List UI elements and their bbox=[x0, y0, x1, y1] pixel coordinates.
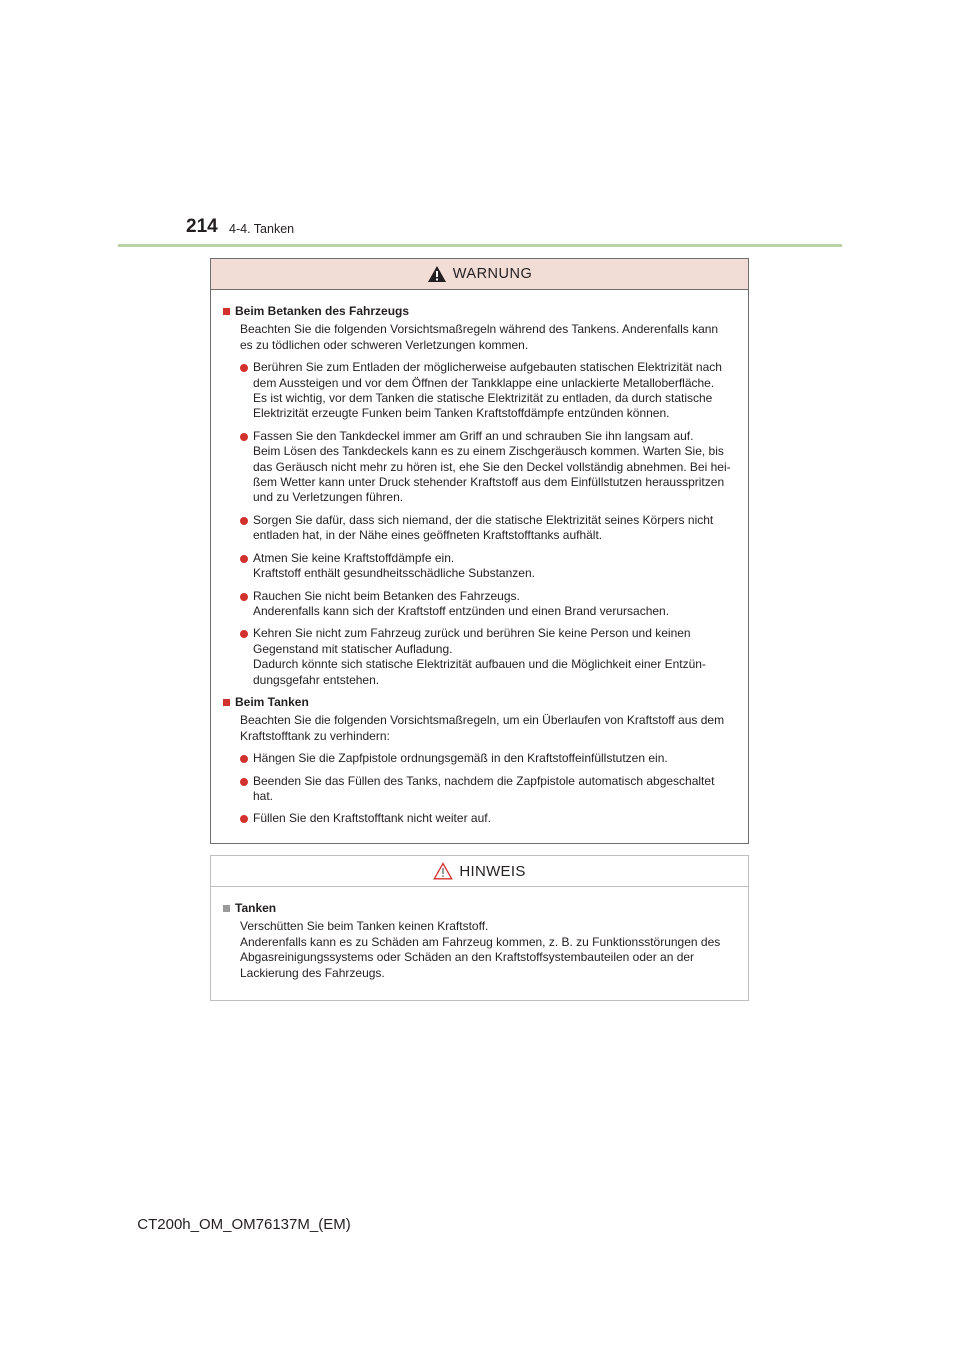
warning-header bbox=[211, 259, 748, 290]
list-item: Sorgen Sie dafür, dass sich niemand, der die statische Elektrizität seines Körpers nicht entladen hat, in der Nähe eines geöffneten Kraftstofftanks aufhält. bbox=[240, 513, 741, 544]
caution-triangle-outline-icon bbox=[433, 862, 453, 880]
list-item: Rauchen Sie nicht beim Betanken des Fahrzeugs. Anderenfalls kann sich der Kraftstoff entzünden und einen Brand verursachen. bbox=[240, 589, 741, 620]
warning-section bbox=[223, 304, 741, 688]
note-title: HINWEIS bbox=[459, 862, 526, 880]
note-body bbox=[211, 887, 748, 981]
section-intro: Beachten Sie die folgenden Vorsichtsmaßregeln, um ein Überlaufen von Kraftstoff aus dem Kraftstofftank zu verhindern: bbox=[240, 713, 725, 743]
warning-body bbox=[211, 290, 748, 827]
round-bullet-icon bbox=[240, 433, 248, 441]
document-code: CT200h_OM_OM76137M_(EM) bbox=[137, 1216, 351, 1233]
section-intro: Beachten Sie die folgenden Vorsichtsmaßregeln während des Tankens. Anderenfalls kann es zu tödlichen oder schweren Verletzungen kommen. bbox=[240, 322, 719, 352]
note-heading: Tanken bbox=[223, 901, 741, 916]
section-heading: Beim Betanken des Fahrzeugs bbox=[223, 304, 741, 319]
square-bullet-icon bbox=[223, 905, 230, 912]
round-bullet-icon bbox=[240, 778, 248, 786]
section-heading: Beim Tanken bbox=[223, 695, 741, 710]
header-divider bbox=[118, 244, 842, 247]
warning-box bbox=[210, 258, 749, 844]
round-bullet-icon bbox=[240, 517, 248, 525]
page-number: 214 bbox=[186, 216, 218, 237]
section-title: 4-4. Tanken bbox=[229, 222, 295, 236]
note-box bbox=[210, 855, 749, 1001]
square-bullet-icon bbox=[223, 308, 230, 315]
round-bullet-icon bbox=[240, 364, 248, 372]
page-footer bbox=[0, 1216, 960, 1233]
note-header bbox=[211, 856, 748, 887]
page-header bbox=[0, 0, 960, 250]
list-item: Füllen Sie den Kraftstofftank nicht weiter auf. bbox=[240, 811, 741, 826]
warning-triangle-icon bbox=[427, 265, 447, 283]
list-item: Hängen Sie die Zapfpistole ordnungsgemäß in den Kraftstoffeinfüllstutzen ein. bbox=[240, 751, 741, 766]
warning-title: WARNUNG bbox=[452, 266, 533, 282]
list-item: Kehren Sie nicht zum Fahrzeug zurück und berühren Sie keine Person und keinen Gegenstand mit statischer Aufladung. Dadurch könnte sich statische Elektrizität aufbauen und die Möglichkeit einer Entzün- dungsgefahr entstehen. bbox=[240, 626, 741, 688]
round-bullet-icon bbox=[240, 815, 248, 823]
note-text: Verschütten Sie beim Tanken keinen Kraftstoff. Anderenfalls kann es zu Schäden am Fahrzeug kommen, z. B. zu Funktionsstörungen des Abgasreinigungssystems oder Schäden an den Kraftstoffsystembauteilen oder an der Lackierung des Fahrzeugs. bbox=[240, 919, 721, 980]
list-item: Beenden Sie das Füllen des Tanks, nachdem die Zapfpistole automatisch abgeschaltet hat. bbox=[240, 774, 741, 805]
round-bullet-icon bbox=[240, 555, 248, 563]
square-bullet-icon bbox=[223, 699, 230, 706]
round-bullet-icon bbox=[240, 593, 248, 601]
round-bullet-icon bbox=[240, 755, 248, 763]
list-item: Berühren Sie zum Entladen der möglicherweise aufgebauten statischen Elektrizität nach dem Aussteigen und vor dem Öffnen der Tankklappe eine unlackierte Metalloberfläche. Es ist wichtig, vor dem Tanken die statische Elektrizität zu entladen, da durch statische Elektrizität erzeugte Funken beim Tanken Kraftstoffdämpfe entzünden können. bbox=[240, 360, 741, 422]
list-item: Atmen Sie keine Kraftstoffdämpfe ein. Kraftstoff enthält gesundheitsschädliche Substanzen. bbox=[240, 551, 741, 582]
round-bullet-icon bbox=[240, 630, 248, 638]
list-item: Fassen Sie den Tankdeckel immer am Griff an und schrauben Sie ihn langsam auf. Beim Lösen des Tankdeckels kann es zu einem Zischgeräusch kommen. Warten Sie, bis das Geräusch nicht mehr zu hören ist, ehe Sie den Deckel vollständig abnehmen. Bei hei- ßem Wetter kann unter Druck stehender Kraftstoff aus dem Einfüllstutzen herausspritzen und zu Verletzungen führen. bbox=[240, 429, 741, 506]
warning-section bbox=[223, 695, 741, 827]
